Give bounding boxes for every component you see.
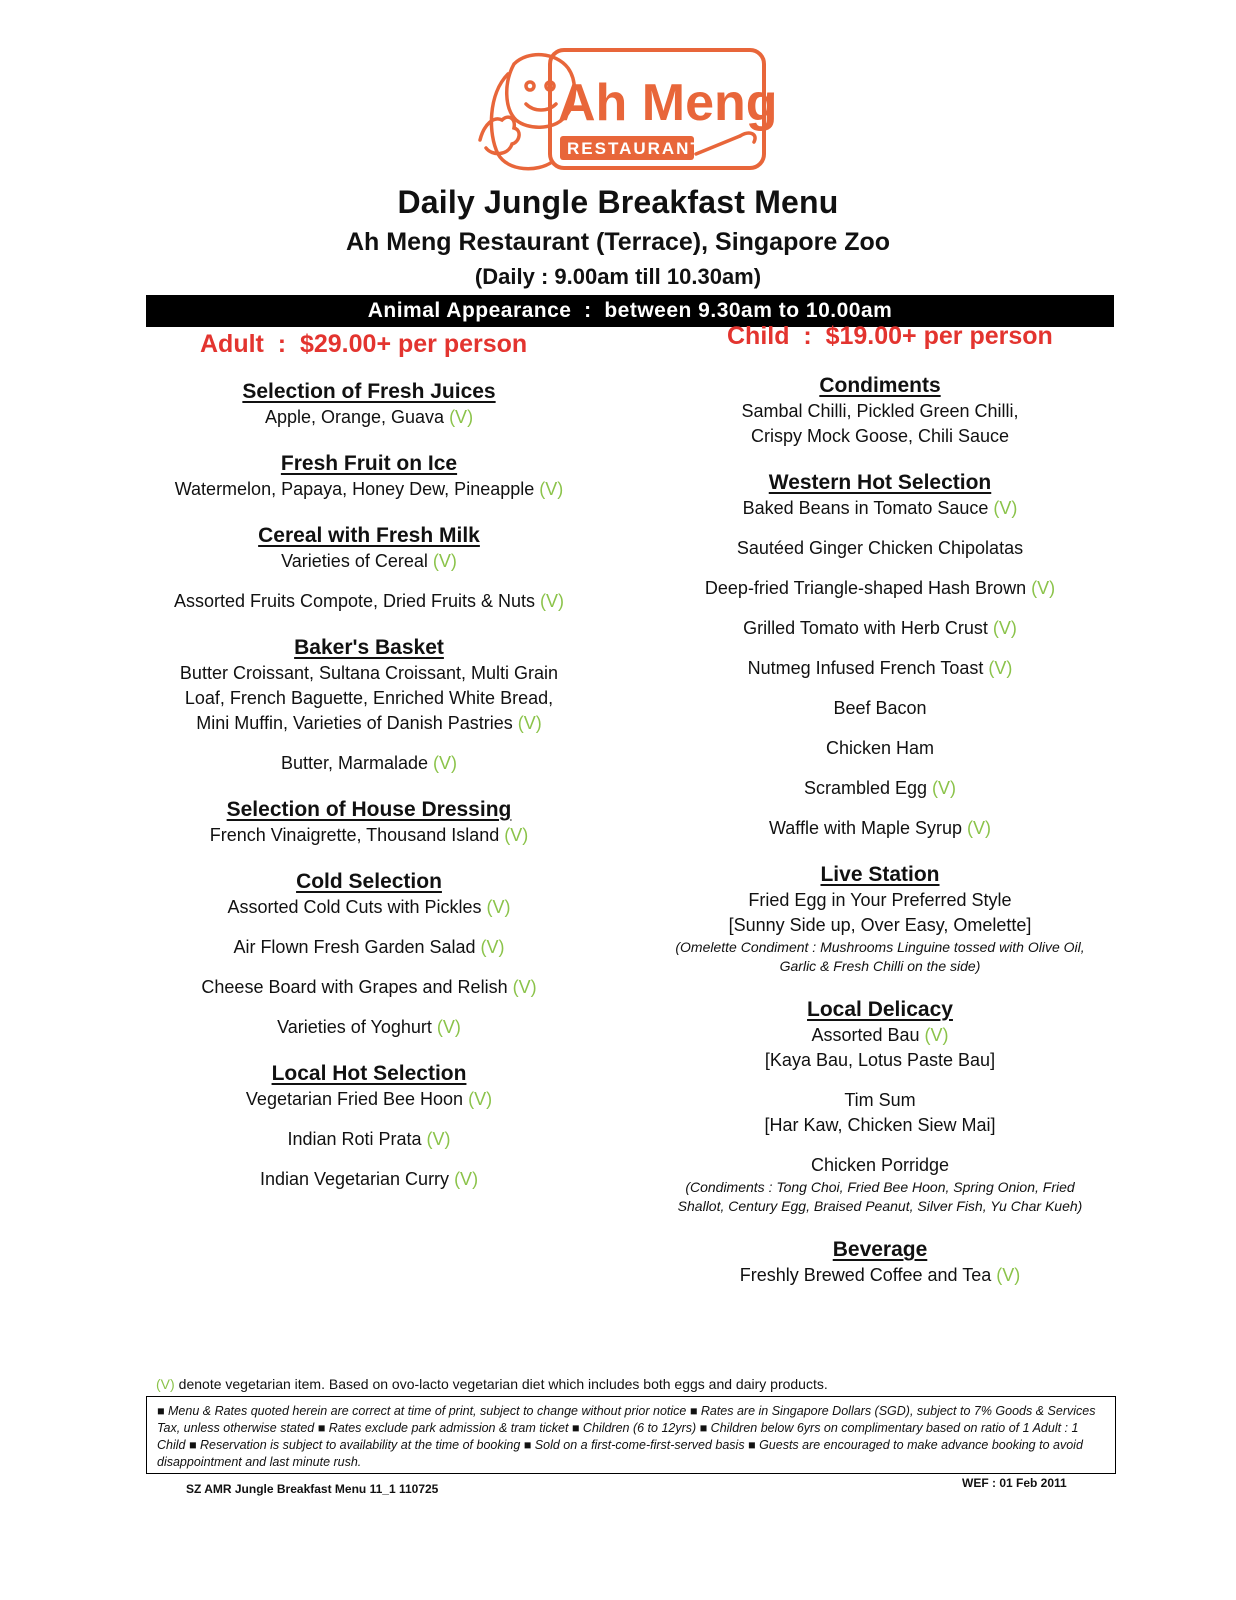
vegetarian-mark: (V) <box>432 551 457 571</box>
menu-item: Baked Beans in Tomato Sauce (V) <box>742 498 1018 518</box>
menu-item: Chicken Porridge <box>810 1155 950 1175</box>
section-condiments <box>650 372 1110 449</box>
section-title: Condiments <box>819 374 941 397</box>
menu-item-line: [Sunny Side up, Over Easy, Omelette] <box>728 915 1032 935</box>
vegetarian-legend <box>156 1376 1056 1392</box>
section-title: Cold Selection <box>296 870 442 893</box>
menu-item: Cheese Board with Grapes and Relish (V) <box>201 977 537 997</box>
vegetarian-mark: (V) <box>517 713 542 733</box>
vegetarian-mark: (V) <box>512 977 537 997</box>
vegetarian-mark: (V) <box>480 937 505 957</box>
menu-item: Watermelon, Papaya, Honey Dew, Pineapple (V) <box>174 479 564 499</box>
vegetarian-mark: (V) <box>504 825 529 845</box>
section-local-hot <box>134 1060 604 1192</box>
section-title: Baker's Basket <box>294 636 444 659</box>
fork-spoon-icon <box>696 133 755 154</box>
condiment-note: (Condiments : Tong Choi, Fried Bee Hoon, Spring Onion, Fried <box>685 1179 1075 1195</box>
section-title: Beverage <box>832 1238 928 1261</box>
section-house-dressing <box>134 796 604 848</box>
section-local-delicacy <box>650 996 1110 1216</box>
logo-restaurant-text: RESTAURANT <box>567 139 703 158</box>
section-title: Live Station <box>820 863 940 886</box>
menu-hours: (Daily : 9.00am till 10.30am) <box>474 264 762 289</box>
vegetarian-mark: (V) <box>433 753 458 773</box>
terms-box <box>146 1396 1116 1474</box>
menu-item: Chicken Ham <box>825 738 935 758</box>
child-price: Child : $19.00+ per person <box>727 322 1053 350</box>
vegetarian-mark: (V) <box>454 1169 479 1189</box>
terms-text: ■ Menu & Rates quoted herein are correct at time of print, subject to change without prior notice ■ Rates are in Singapore Dollars (SGD), subject to 7% Goods & Services Tax, unless otherwise stated ■ Rates exclude park admission & tram ticket ■ Children (6 to 12yrs) ■ Children below 6yrs on complimentary based on ratio of 1 Adult : 1 Child ■ Reservation is subject to availability at the time of booking ■ Sold on a first-come-first-served basis ■ Guests are encouraged to make advance booking to avoid disappointment and last minute rush. <box>157 1404 1096 1469</box>
vegetarian-mark: (V) <box>993 498 1018 518</box>
section-cold-selection <box>134 868 604 1040</box>
menu-item: Tim Sum <box>844 1090 916 1110</box>
banner-text: Animal Appearance : between 9.30am to 10.00am <box>367 299 893 322</box>
ah-meng-logo <box>478 44 778 178</box>
section-western-hot <box>650 469 1110 841</box>
document-code: SZ AMR Jungle Breakfast Menu 11_1 110725 <box>186 1482 439 1496</box>
menu-item-line: Loaf, French Baguette, Enriched White Bread, <box>184 688 554 708</box>
section-title: Cereal with Fresh Milk <box>258 524 480 547</box>
left-column <box>134 378 604 1212</box>
section-title: Fresh Fruit on Ice <box>280 452 458 475</box>
section-live-station <box>650 861 1110 976</box>
menu-item-line: Sambal Chilli, Pickled Green Chilli, <box>741 401 1019 421</box>
condiment-note: (Omelette Condiment : Mushrooms Linguine tossed with Olive Oil, <box>675 939 1085 955</box>
menu-item: Air Flown Fresh Garden Salad (V) <box>233 937 505 957</box>
section-bakers-basket <box>134 634 604 776</box>
menu-item: Assorted Cold Cuts with Pickles (V) <box>227 897 511 917</box>
vegetarian-mark: (V) <box>539 479 564 499</box>
menu-item: Deep-fried Triangle-shaped Hash Brown (V) <box>704 578 1056 598</box>
menu-item-line: Mini Muffin, Varieties of Danish Pastries (V) <box>196 713 542 733</box>
section-title: Western Hot Selection <box>768 471 992 494</box>
vegetarian-mark: (V) <box>436 1017 461 1037</box>
vegetarian-mark: (V) <box>988 658 1013 678</box>
vegetarian-mark: (V) <box>540 591 565 611</box>
logo-wordmark: Ah Meng <box>558 74 778 132</box>
section-fresh-fruit <box>134 450 604 502</box>
menu-item: Nutmeg Infused French Toast (V) <box>747 658 1013 678</box>
menu-item: French Vinaigrette, Thousand Island (V) <box>209 825 529 845</box>
vegetarian-mark: (V) <box>996 1265 1021 1285</box>
menu-item-line: Crispy Mock Goose, Chili Sauce <box>750 426 1010 446</box>
vegetarian-mark: (V) <box>426 1129 451 1149</box>
menu-item-line: Butter Croissant, Sultana Croissant, Multi Grain <box>179 663 559 683</box>
menu-item-detail: [Kaya Bau, Lotus Paste Bau] <box>764 1050 996 1070</box>
section-title: Selection of House Dressing <box>226 798 512 821</box>
effective-date: WEF : 01 Feb 2011 <box>962 1476 1067 1490</box>
menu-item: Assorted Bau (V) <box>811 1025 949 1045</box>
condiment-note: Shallot, Century Egg, Braised Peanut, Silver Fish, Yu Char Kueh) <box>677 1198 1083 1214</box>
menu-item: Beef Bacon <box>833 698 927 718</box>
menu-item: Scrambled Egg (V) <box>803 778 957 798</box>
menu-item: Indian Roti Prata (V) <box>287 1129 451 1149</box>
menu-item: Waffle with Maple Syrup (V) <box>768 818 992 838</box>
menu-item-line: Fried Egg in Your Preferred Style <box>748 890 1012 910</box>
menu-item: Freshly Brewed Coffee and Tea (V) <box>739 1265 1021 1285</box>
menu-item-detail: [Har Kaw, Chicken Siew Mai] <box>764 1115 996 1135</box>
menu-item: Vegetarian Fried Bee Hoon (V) <box>245 1089 493 1109</box>
vegetarian-mark: (V) <box>924 1025 949 1045</box>
legend-text: denote vegetarian item. Based on ovo-lacto vegetarian diet which includes both eggs and dairy products. <box>178 1376 828 1392</box>
right-column <box>650 372 1110 1308</box>
menu-subtitle: Ah Meng Restaurant (Terrace), Singapore Zoo <box>345 228 891 256</box>
vegetarian-mark: (V) <box>449 407 474 427</box>
vegetarian-mark: (V) <box>156 1376 175 1392</box>
menu-item: Sautéed Ginger Chicken Chipolatas <box>736 538 1024 558</box>
section-title: Selection of Fresh Juices <box>242 380 496 403</box>
vegetarian-mark: (V) <box>1031 578 1056 598</box>
menu-item: Butter, Marmalade (V) <box>280 753 458 773</box>
vegetarian-mark: (V) <box>468 1089 493 1109</box>
menu-item: Varieties of Yoghurt (V) <box>277 1017 461 1037</box>
menu-item: Grilled Tomato with Herb Crust (V) <box>743 618 1017 638</box>
vegetarian-mark: (V) <box>486 897 511 917</box>
vegetarian-mark: (V) <box>992 618 1017 638</box>
menu-title: Daily Jungle Breakfast Menu <box>397 184 839 220</box>
vegetarian-mark: (V) <box>932 778 957 798</box>
menu-item: Assorted Fruits Compote, Dried Fruits & Nuts (V) <box>173 591 565 611</box>
vegetarian-mark: (V) <box>967 818 992 838</box>
section-title: Local Delicacy <box>807 998 953 1021</box>
section-cereal <box>134 522 604 614</box>
section-beverage <box>650 1236 1110 1288</box>
menu-item: Varieties of Cereal (V) <box>281 551 457 571</box>
section-fresh-juices <box>134 378 604 430</box>
adult-price: Adult : $29.00+ per person <box>200 330 528 358</box>
condiment-note: Garlic & Fresh Chilli on the side) <box>779 958 981 974</box>
section-title: Local Hot Selection <box>271 1062 467 1085</box>
menu-item: Apple, Orange, Guava (V) <box>264 407 474 427</box>
menu-item: Indian Vegetarian Curry (V) <box>259 1169 479 1189</box>
